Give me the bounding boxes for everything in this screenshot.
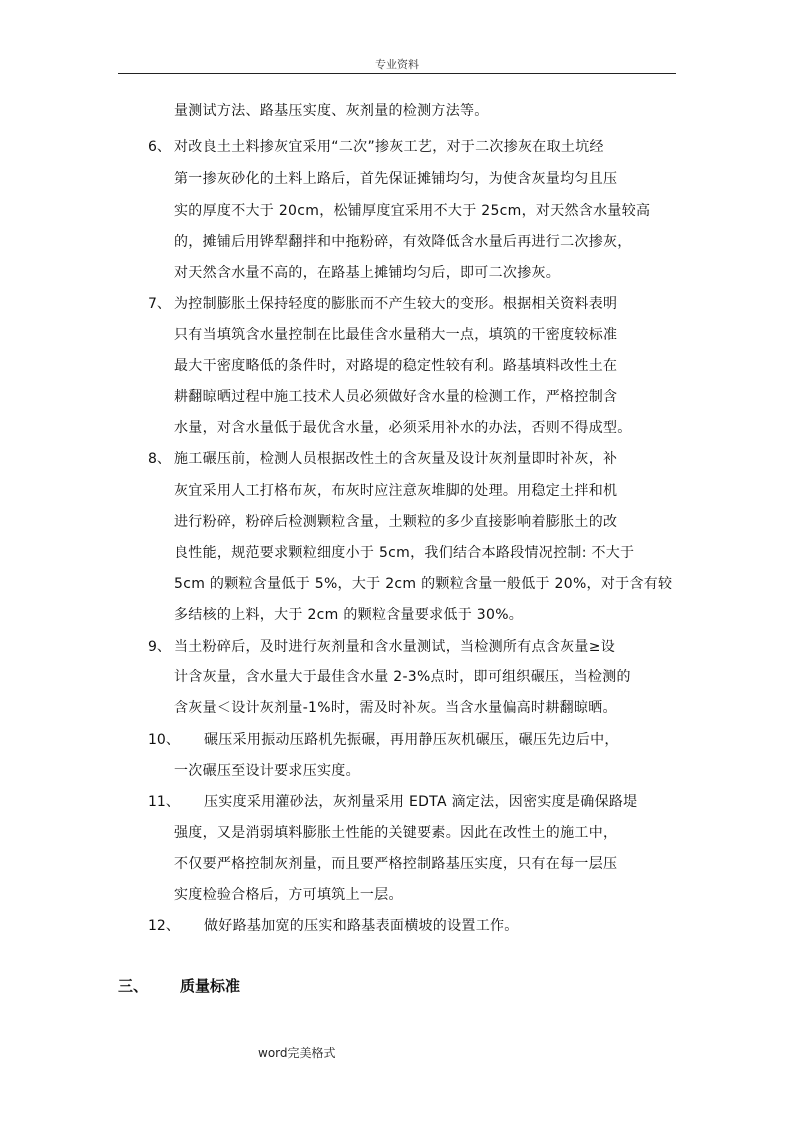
text-line: 实的厚度不大于 20cm，松铺厚度宜采用不大于 25cm，对天然含水量较高 xyxy=(174,203,651,219)
text-line: 含灰量＜设计灰剂量-1%时，需及时补灰。当含水量偏高时耕翻晾晒。 xyxy=(174,700,617,716)
text-line: 碾压采用振动压路机先振碾，再用静压灰机碾压，碾压先边后中， xyxy=(204,732,619,748)
text-line: 只有当填筑含水量控制在比最佳含水量稍大一点，填筑的干密度较标准 xyxy=(174,327,618,343)
text-line: 量测试方法、路基压实度、灰剂量的检测方法等。 xyxy=(174,103,489,119)
text-line: 的，摊铺后用铧犁翻拌和中拖粉碎，有效降低含水量后再进行二次掺灰， xyxy=(174,234,632,250)
text-line: 进行粉碎，粉碎后检测颗粒含量，土颗粒的多少直接影响着膨胀土的改 xyxy=(174,514,618,530)
text-line: 计含灰量，含水量大于最佳含水量 2-3%点时，即可组织碾压，当检测的 xyxy=(174,669,631,685)
text-line: 良性能，规范要求颗粒细度小于 5cm，我们结合本路段情况控制: 不大于 xyxy=(174,545,635,561)
page-header: 专业资料 xyxy=(375,58,419,71)
text-line: 对改良土土料掺灰宜采用“二次”掺灰工艺，对于二次掺灰在取土坑经 xyxy=(174,139,604,155)
item-number: 11、 xyxy=(148,794,180,810)
text-line: 压实度采用灌砂法，灰剂量采用 EDTA 滴定法，因密实度是确保路堤 xyxy=(204,794,638,810)
text-line: 不仅要严格控制灰剂量，而且要严格控制路基压实度，只有在每一层压 xyxy=(174,856,618,872)
text-line: 一次碾压至设计要求压实度。 xyxy=(174,763,360,779)
text-line: 对天然含水量不高的，在路基上摊铺均匀后，即可二次掺灰。 xyxy=(174,265,561,281)
text-line: 做好路基加宽的压实和路基表面横坡的设置工作。 xyxy=(204,918,519,934)
section-number: 三、 xyxy=(118,977,149,995)
item-number: 8、 xyxy=(148,451,171,467)
page-footer: word完美格式 xyxy=(258,1046,336,1060)
item-number: 10、 xyxy=(148,732,180,748)
text-line: 灰宜采用人工打格布灰，布灰时应注意灰堆脚的处理。用稳定土拌和机 xyxy=(174,483,618,499)
item-number: 12、 xyxy=(148,918,180,934)
text-line: 当土粉碎后，及时进行灰剂量和含水量测试，当检测所有点含灰量≥设 xyxy=(174,639,616,655)
text-line: 最大干密度略低的条件时，对路堤的稳定性较有利。路基填料改性土在 xyxy=(174,358,618,374)
text-line: 实度检验合格后，方可填筑上一层。 xyxy=(174,887,403,903)
text-line: 耕翻晾晒过程中施工技术人员必须做好含水量的检测工作，严格控制含 xyxy=(174,389,618,405)
section-heading xyxy=(118,975,240,996)
header-rule xyxy=(118,73,676,74)
item-number: 9、 xyxy=(148,639,171,655)
text-line: 多结核的上料，大于 2cm 的颗粒含量要求低于 30%。 xyxy=(174,607,524,623)
text-line: 水量，对含水量低于最优含水量，必须采用补水的办法，否则不得成型。 xyxy=(174,420,632,436)
item-number: 6、 xyxy=(148,139,171,155)
text-line: 为控制膨胀土保持轻度的膨胀而不产生较大的变形。根据相关资料表明 xyxy=(174,296,618,312)
item-number: 7、 xyxy=(148,296,171,312)
text-line: 强度，又是消弱填料膨胀土性能的关键要素。因此在改性土的施工中， xyxy=(174,825,618,841)
text-line: 施工碾压前，检测人员根据改性土的含灰量及设计灰剂量即时补灰，补 xyxy=(174,451,618,467)
text-line: 第一掺灰砂化的土料上路后，首先保证摊铺均匀，为使含灰量均匀且压 xyxy=(174,171,618,187)
section-title: 质量标准 xyxy=(180,977,241,995)
text-line: 5cm 的颗粒含量低于 5%，大于 2cm 的颗粒含量一般低于 20%，对于含有较 xyxy=(174,576,673,592)
